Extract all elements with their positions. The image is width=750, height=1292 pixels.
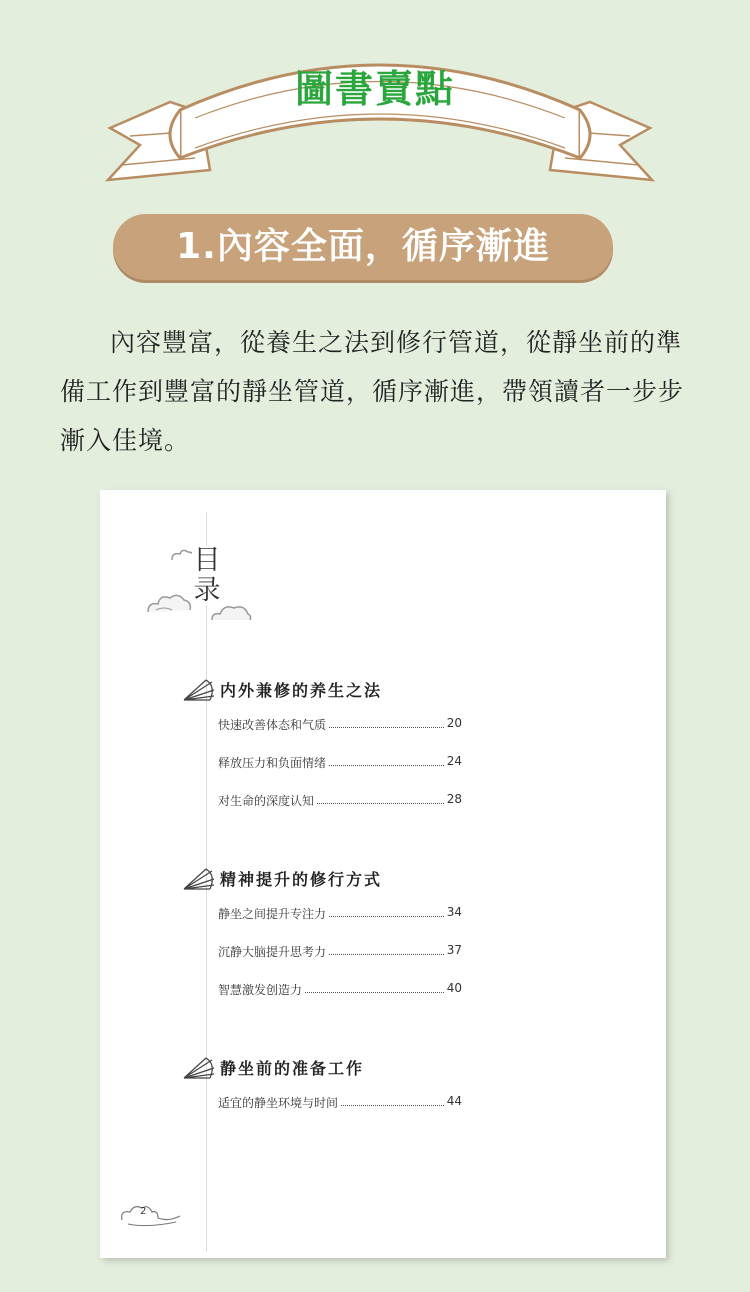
page-number-cloud-icon <box>118 1202 182 1228</box>
toc-entry[interactable] <box>218 716 462 754</box>
toc-entry[interactable] <box>218 943 462 981</box>
toc-section <box>180 678 462 830</box>
dot-leader <box>305 981 444 993</box>
toc-section-header <box>180 678 462 708</box>
toc-entry[interactable] <box>218 792 462 830</box>
cloud-icon <box>144 590 194 618</box>
toc-title <box>192 546 222 606</box>
fan-icon <box>180 678 216 704</box>
book-page-preview <box>100 490 666 1258</box>
toc-entry[interactable] <box>218 905 462 943</box>
toc-entry[interactable] <box>218 1094 462 1132</box>
toc-entry-label: 智慧激发创造力 <box>218 983 303 997</box>
toc-entry-label: 适宜的静坐环境与时间 <box>218 1096 339 1110</box>
toc-entry-label: 沉静大脑提升思考力 <box>218 945 327 959</box>
toc-entry-page: 44 <box>446 1094 462 1108</box>
toc-entry-page: 37 <box>446 943 462 957</box>
banner-title: 圖書賣點 <box>294 67 455 111</box>
section-heading: 1.內容全面，循序漸進 <box>176 226 550 267</box>
toc-entry-label: 静坐之间提升专注力 <box>218 907 327 921</box>
fan-icon <box>180 1056 216 1082</box>
toc-title-char: 录 <box>193 575 221 606</box>
toc-entry-page: 34 <box>446 905 462 919</box>
toc-entry[interactable] <box>218 754 462 792</box>
toc-entry-label: 对生命的深度认知 <box>218 794 315 808</box>
dot-leader <box>329 905 444 917</box>
toc-section-title: 静坐前的准备工作 <box>220 1059 365 1078</box>
dot-leader <box>329 943 444 955</box>
section-heading-pill <box>113 214 613 280</box>
toc-entry-page: 40 <box>446 981 462 995</box>
page-number: 2 <box>140 1206 147 1217</box>
dot-leader <box>329 716 444 728</box>
toc-entry-label: 释放压力和负面情绪 <box>218 756 327 770</box>
toc-section-header <box>180 867 462 897</box>
description-text: 內容豐富，從養生之法到修行管道，從靜坐前的準備工作到豐富的靜坐管道，循序漸進，帶領讀者一步步漸入佳境。 <box>60 328 685 455</box>
toc-entry-page: 24 <box>446 754 462 768</box>
toc-section <box>180 867 462 1019</box>
toc-section-title: 内外兼修的养生之法 <box>220 681 383 700</box>
dot-leader <box>341 1094 444 1106</box>
toc-entry[interactable] <box>218 981 462 1019</box>
dot-leader <box>329 754 444 766</box>
toc-section-header <box>180 1056 462 1086</box>
toc-entry-page: 28 <box>446 792 462 806</box>
fan-icon <box>180 867 216 893</box>
toc-entry-label: 快速改善体态和气质 <box>218 718 327 732</box>
toc-section <box>180 1056 462 1132</box>
dot-leader <box>317 792 444 804</box>
toc-title-char: 目 <box>193 545 221 576</box>
toc-section-title: 精神提升的修行方式 <box>220 870 383 889</box>
toc-entry-page: 20 <box>446 716 462 730</box>
